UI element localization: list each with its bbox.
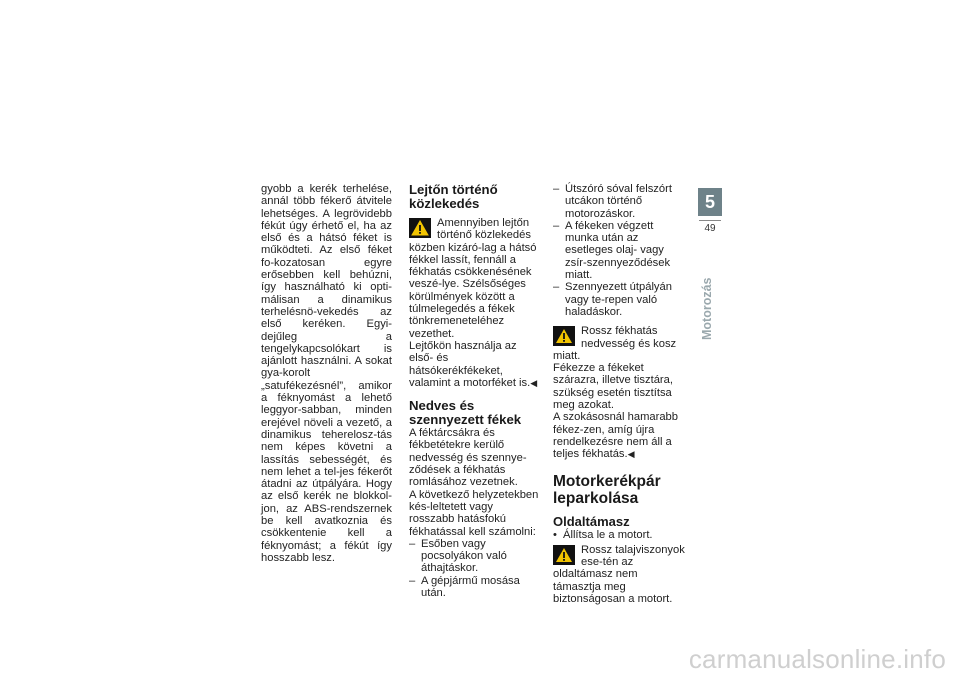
warning-side-stand [553, 544, 687, 605]
divider [699, 220, 721, 221]
list-item: • Állítsa le a motort. [553, 529, 687, 541]
wet-brakes-para2: A következő helyzetekben kés-leltetett vagy rosszabb hatásfokú fékhatással kell számolni: [409, 488, 539, 538]
warning-icon [553, 326, 575, 346]
heading-parking: Motorkerékpár leparkolása [553, 472, 661, 507]
watermark: carmanualsonline.info [688, 644, 946, 674]
list-item: – Szennyezett útpályán vagy te-repen való haladáskor. [553, 281, 687, 318]
wet-brakes-para1: A féktárcsákra és fékbetétekre kerülő nedvesség és szennye-ződések a fékhatás romlásához vezetnek. [409, 427, 527, 489]
downhill-advice: Lejtőkön használja az első- és hátsókerékfékeket, valamint a motorféket is.◀ [409, 339, 538, 389]
warning-wet [553, 325, 687, 362]
warning-side-stand-text: Rossz talajviszonyok ese-tén az oldaltámasz nem támasztja meg biztonságosan a motort. [553, 543, 685, 606]
column-1 [261, 183, 392, 564]
brake-earlier-paragraph: A szokásosnál hamarabb fékez-zen, amíg újra rendelkezésre nem áll a teljes fékhatás.◀ [553, 411, 679, 461]
warning-wet-text: Rossz fékhatás nedvesség és kosz miatt. [553, 325, 677, 362]
list-item: – Esőben vagy pocsolyákon való áthajtáskor. [409, 538, 541, 575]
list-item: – A gépjármű mosása után. [409, 575, 541, 600]
chapter-number: 5 [698, 188, 722, 216]
warning-icon [409, 218, 431, 238]
warning-downhill-text: Amennyiben lejtőn történő közlekedés közben kizáró-lag a hátsó fékkel lassít, fennáll a fékhatás csökkenésének veszé-lye. Szélsőséges körülmények között a túlmelegedés a fékek tönkremeneteléhez vezethet. [409, 217, 537, 340]
heading-downhill: Lejtőn történő közlekedés [409, 182, 498, 211]
list-item: – A fékeken végzett munka után az esetleges olaj- vagy zsír-szennyeződések miatt. [553, 220, 687, 281]
heading-side-stand: Oldaltámasz [553, 513, 630, 529]
braking-paragraph: gyobb a kerék terhelése, annál több fékerő átvitele lehetséges. A legrövidebb fékút úgy érhető el, ha az első és a hátsó féket is működteti. Az első féket fo-kozatosan egyre erősebben kell behúzni, így használható ki opti-málisan a dinamikus terhelésnö-vekedés az első keréken. Egyi-dejűleg a tengelykapcsolókart is ajánlott használni. A sokat gya-korolt „satufékezésnél”, amikor a féknyomást a lehető leggyor-sabban, minden erejével növeli a vezető, a dinamikus teherelosz-tás nem képes követni a lassítás sebességét, és nem lehet a tel-jes fékerőt átadni az útpályára. Hogy az első kerék ne blokkol-jon, az ABS-rendszernek be kell avatkoznia és csökkentenie kell a féknyomást; a fékút így hosszabb lesz. [261, 183, 392, 564]
brake-dry-paragraph: Fékezze a fékeket szárazra, illetve tisztára, szükség esetén tisztítsa meg azokat. [553, 362, 673, 412]
warning-icon [553, 545, 575, 565]
column-2 [409, 183, 541, 599]
heading-wet-brakes: Nedves és szennyezett fékek [409, 398, 522, 428]
page-number: 49 [704, 223, 716, 234]
list-item: – Útszóró sóval felszórt utcákon történő motorozáskor. [553, 183, 687, 220]
end-mark: ◀ [627, 449, 635, 460]
warning-downhill [409, 217, 541, 340]
section-title-vertical: Motorozás [700, 277, 714, 340]
end-mark: ◀ [530, 377, 538, 388]
column-3 [553, 183, 687, 605]
